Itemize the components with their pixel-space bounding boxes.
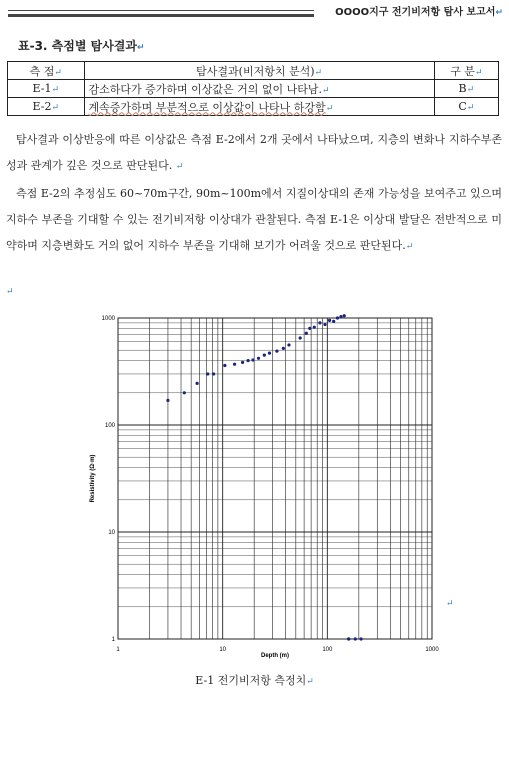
- section-title: [18, 37, 145, 54]
- data-point: [318, 321, 321, 324]
- data-point: [282, 347, 285, 350]
- x-tick-label: 10: [219, 647, 227, 653]
- data-point: [257, 357, 260, 360]
- table-row: [8, 80, 499, 98]
- figure-caption: [0, 672, 509, 688]
- data-point: [241, 361, 244, 364]
- results-table: [7, 61, 499, 116]
- chart-points: [166, 314, 362, 640]
- y-tick-label: 1000: [101, 316, 115, 322]
- data-point: [347, 637, 350, 640]
- header-title: [335, 3, 503, 18]
- data-point: [332, 320, 335, 323]
- cell-class: B↵: [434, 80, 498, 98]
- empty-line-mark: ↵: [6, 287, 14, 297]
- data-point: [196, 382, 199, 385]
- cell-class: C↵: [434, 98, 498, 116]
- page-header: [0, 0, 509, 20]
- data-point: [275, 350, 278, 353]
- x-axis-label: Depth (m): [261, 653, 289, 659]
- data-point: [268, 351, 271, 354]
- data-point: [247, 359, 250, 362]
- paragraph-2-text: 측점 E-2의 추정심도 60~70m구간, 90m~100m에서 지질이상대의 존재 가능성을 보여주고 있으며 지하수 부존을 기대할 수 있는 전기비저항 이상대가 관찰된다. 측점 E-1은 이상대 발달은 전반적으로 미약하며 지층변화도 거의 없어 지하수 부존을 기대해 보기가 어려울 것으로 판단된다.: [6, 187, 502, 252]
- data-point: [336, 316, 339, 319]
- x-tick-label: 100: [322, 647, 333, 653]
- data-point: [299, 336, 302, 339]
- return-mark: ↵: [405, 242, 414, 252]
- figure-caption-text: E-1 전기비저항 측정치: [195, 674, 307, 687]
- header-cell-station: 측 점↵: [8, 62, 85, 80]
- data-point: [313, 326, 316, 329]
- data-point: [354, 637, 357, 640]
- data-point: [263, 354, 266, 357]
- data-point: [328, 319, 331, 322]
- paragraph-2: [6, 181, 502, 260]
- data-point: [206, 372, 209, 375]
- data-point: [183, 391, 186, 394]
- y-tick-label: 100: [104, 423, 115, 429]
- x-tick-label: 1000: [425, 647, 439, 653]
- y-axis-label: Resistivity (Ω·m): [90, 454, 96, 503]
- return-mark: ↵: [175, 162, 184, 172]
- data-point: [212, 372, 215, 375]
- return-mark: ↵: [136, 43, 145, 53]
- data-point: [166, 399, 169, 402]
- table-row: [8, 98, 499, 116]
- header-rule-thick: [8, 14, 314, 17]
- data-point: [343, 314, 346, 317]
- data-point: [323, 323, 326, 326]
- data-point: [359, 637, 362, 640]
- y-tick-label: 10: [108, 530, 115, 536]
- data-point: [233, 363, 236, 366]
- resistivity-chart: [84, 312, 444, 662]
- cell-station: E-2↵: [8, 98, 85, 116]
- return-mark: ↵: [306, 677, 314, 687]
- return-mark: ↵: [495, 8, 503, 18]
- table-header-row: [8, 62, 499, 80]
- header-rule-thin: [8, 10, 314, 11]
- plot-border: [118, 318, 432, 639]
- paragraph-1-text: 탐사결과 이상반응에 따른 이상값은 측점 E-2에서 2개 곳에서 나타났으며, 지층의 변화나 지하수부존성과 관계가 깊은 것으로 판단된다.: [6, 133, 502, 172]
- data-point: [305, 332, 308, 335]
- cell-station: E-1↵: [8, 80, 85, 98]
- data-point: [287, 343, 290, 346]
- header-cell-result: 탐사결과(비저항치 분석)↵: [84, 62, 434, 80]
- cell-result: 감소하다가 증가하며 이상값은 거의 없이 나타남.↵: [84, 80, 434, 98]
- section-title-text: 표-3. 측점별 탐사결과: [18, 39, 137, 53]
- chart-grid: [118, 318, 432, 639]
- data-point: [251, 358, 254, 361]
- cell-result: 계속증가하며 부분적으로 이상값이 나타나 하강함↵: [84, 98, 434, 116]
- return-mark: ↵: [446, 599, 454, 609]
- chart-tick-labels: [102, 316, 440, 653]
- y-tick-label: 1: [111, 637, 115, 643]
- data-point: [223, 364, 226, 367]
- x-tick-label: 1: [116, 647, 120, 653]
- paragraph-1: [6, 127, 502, 180]
- header-title-text: OOOO지구 전기비저항 탐사 보고서: [335, 7, 496, 18]
- data-point: [339, 315, 342, 318]
- data-point: [308, 327, 311, 330]
- header-cell-class: 구 분↵: [434, 62, 498, 80]
